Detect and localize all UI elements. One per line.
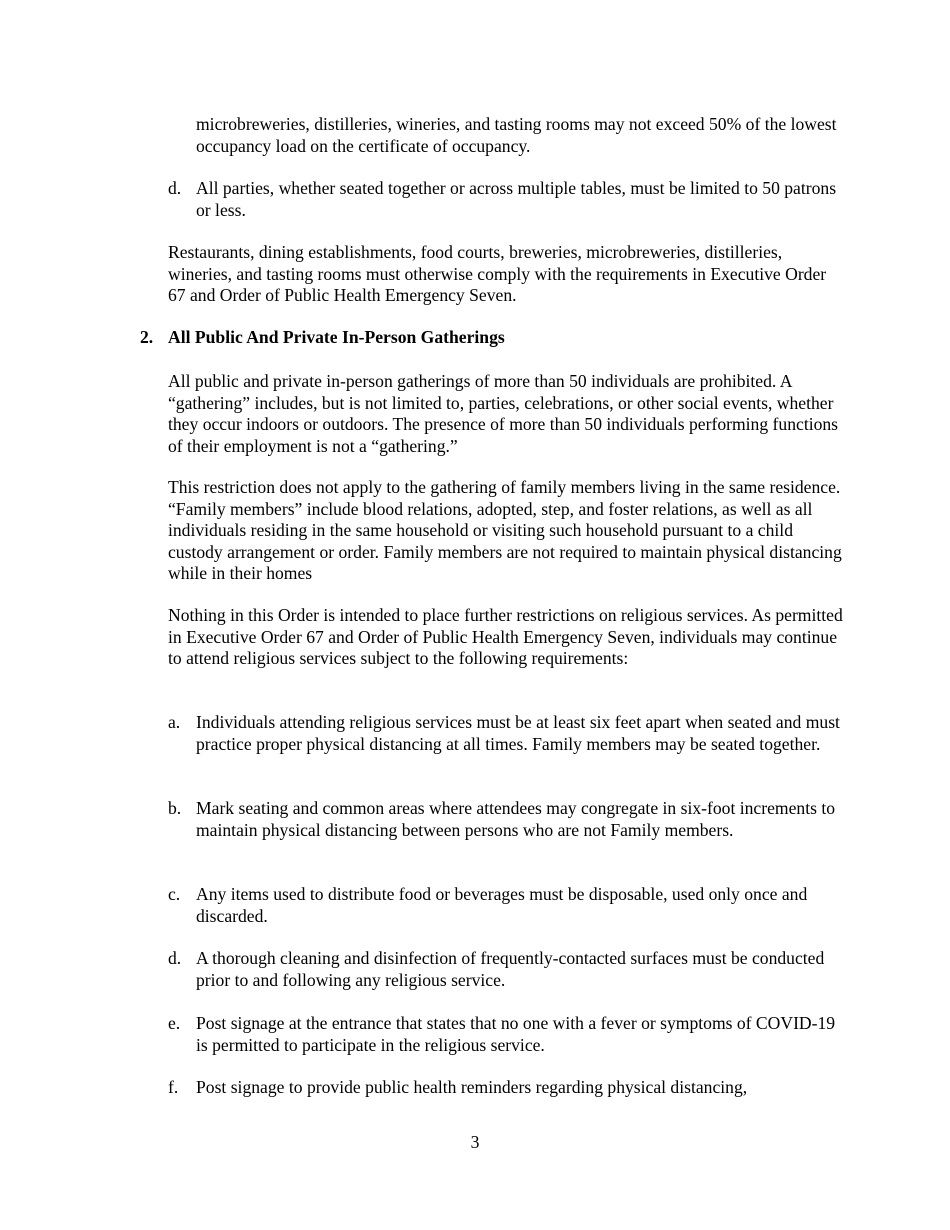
list-item-d (168, 948, 846, 991)
list-item-text: Any items used to distribute food or beverages must be disposable, used only once and discarded. (196, 884, 808, 926)
list-item-text: Mark seating and common areas where attendees may congregate in six-foot increments to maintain physical distancing between persons who are not Family members. (196, 798, 836, 840)
continuation-text: microbreweries, distilleries, wineries, and tasting rooms may not exceed 50% of the lowest occupancy load on the certificate of occupancy. (196, 114, 837, 156)
list-marker: a. (168, 712, 181, 732)
list-marker: e. (168, 1013, 181, 1033)
list-item-text: Post signage to provide public health reminders regarding physical distancing, (196, 1077, 748, 1097)
list-marker: f. (168, 1077, 179, 1097)
list-item-text: Post signage at the entrance that states that no one with a fever or symptoms of COVID-19 is permitted to participate in the religious service. (196, 1013, 836, 1055)
list-item-a (168, 712, 846, 755)
list-item-d-top (168, 178, 846, 221)
section-number: 2. (140, 327, 154, 347)
list-item-c (168, 884, 846, 927)
list-marker: c. (168, 884, 181, 904)
list-item-text: All parties, whether seated together or across multiple tables, must be limited to 50 patrons or less. (196, 178, 837, 220)
paragraph-gatherings: All public and private in-person gatherings of more than 50 individuals are prohibited. A “gathering” includes, but is not limited to, parties, celebrations, or other social events, whether they occur indoors or outdoors. The presence of more than 50 individuals performing functions of their employment is not a “gathering.” (168, 371, 839, 456)
list-marker: b. (168, 798, 182, 818)
paragraph-restaurants: Restaurants, dining establishments, food courts, breweries, microbreweries, distilleries, wineries, and tasting rooms must otherwise comply with the requirements in Executive Order 67 and Order of Public Health Emergency Seven. (168, 242, 827, 306)
paragraph-family: This restriction does not apply to the gathering of family members living in the same residence. “Family members” include blood relations, adopted, step, and foster relations, as well as all individuals residing in the same household or visiting such household pursuant to a child custody arrangement or order. Family members are not required to maintain physical distancing while in their homes (168, 477, 842, 584)
list-marker: d. (168, 948, 182, 968)
page-number: 3 (470, 1132, 480, 1152)
section-title: All Public And Private In-Person Gatherings (168, 327, 505, 347)
list-item-text: A thorough cleaning and disinfection of frequently-contacted surfaces must be conducted prior to and following any religious service. (196, 948, 825, 990)
paragraph-religious: Nothing in this Order is intended to place further restrictions on religious services. As permitted in Executive Order 67 and Order of Public Health Emergency Seven, individuals may continue to attend religious services subject to the following requirements: (168, 605, 843, 669)
list-marker: d. (168, 178, 182, 198)
section-heading (140, 327, 840, 349)
list-item-text: Individuals attending religious services must be at least six feet apart when seated and must practice proper physical distancing at all times. Family members may be seated together. (196, 712, 840, 754)
list-item-f (168, 1077, 846, 1099)
list-item-b (168, 798, 846, 841)
list-item-e (168, 1013, 846, 1056)
